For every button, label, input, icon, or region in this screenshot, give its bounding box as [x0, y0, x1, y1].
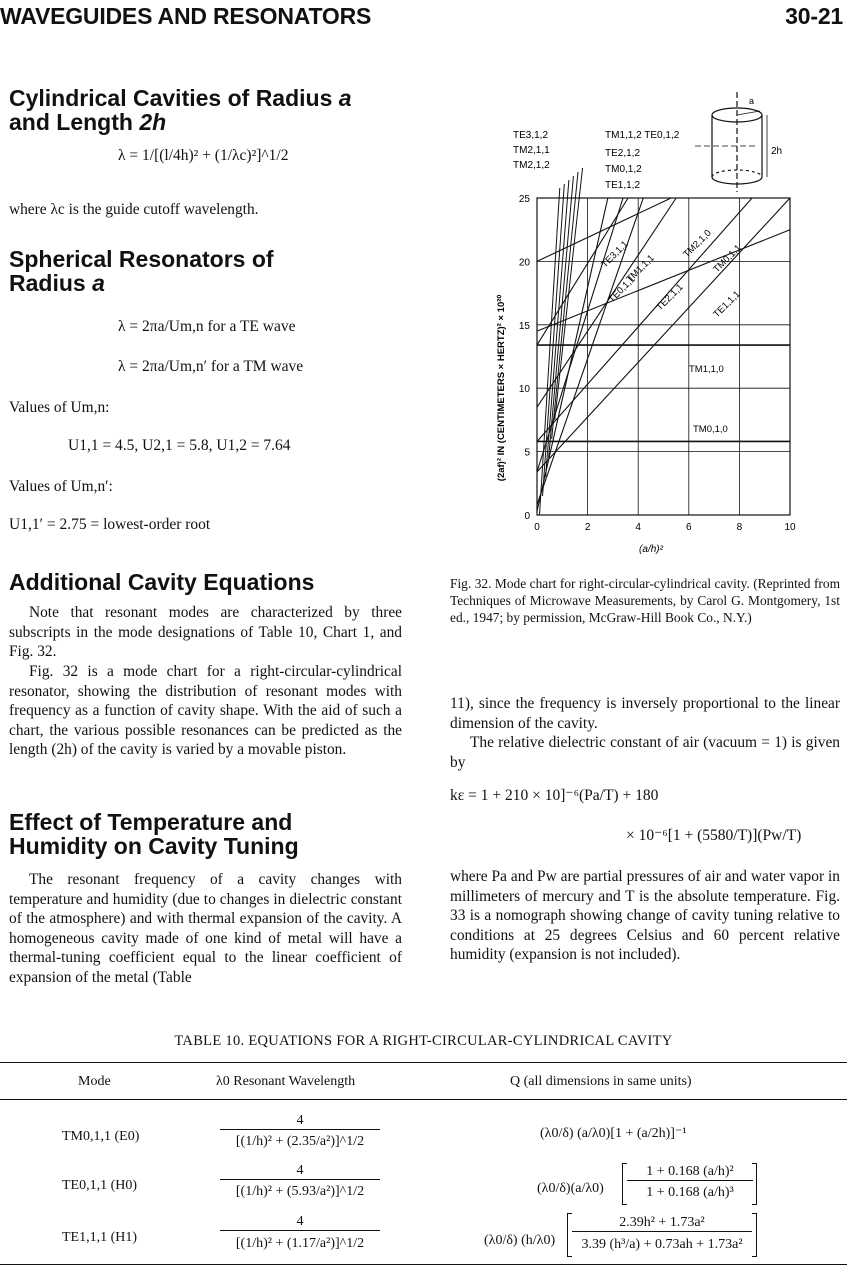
- x-axis-label: (a/h)²: [639, 544, 663, 555]
- section-title-additional: Additional Cavity Equations: [9, 569, 315, 595]
- top-mode-label: TM0,1,2: [605, 164, 642, 175]
- table-row2-mode: TE0,1,1 (H0): [62, 1178, 138, 1193]
- values-prime-label: Values of Um,n′:: [9, 478, 113, 495]
- table-title: TABLE 10. EQUATIONS FOR A RIGHT-CIRCULAR-CYLINDRICAL CAVITY: [174, 1033, 673, 1049]
- x-tick-label: 6: [686, 522, 692, 533]
- paragraph-dielectric: The relative dielectric constant of air (vacuum = 1) is given by: [450, 734, 840, 771]
- y-axis-label: (2af)² IN (CENTIMETERS × HERTZ)² × 10²⁰: [496, 294, 507, 482]
- inner-mode-label: TM0,1,1: [711, 242, 744, 276]
- table-row3-bracket-right: [752, 1213, 757, 1257]
- top-mode-label: TM1,1,2 TE0,1,2: [605, 130, 680, 141]
- table-row3-q-prefix: (λ0/δ) (h/λ0): [484, 1233, 556, 1248]
- x-tick-label: 10: [784, 522, 796, 533]
- table-header-mode: Mode: [78, 1074, 111, 1089]
- table-row3-mode: TE1,1,1 (H1): [62, 1230, 138, 1245]
- mode-line: [537, 198, 631, 345]
- x-tick-label: 0: [534, 522, 540, 533]
- paragraph-where-cutoff: where λc is the guide cutoff wavelength.: [9, 201, 259, 218]
- equation-tm-wave: λ = 2πa/Um,n′ for a TM wave: [118, 358, 304, 375]
- table-rule-top: [0, 1062, 847, 1063]
- running-header-title: WAVEGUIDES AND RESONATORS: [0, 3, 372, 29]
- equation-cylindrical: λ = 1/[(l/4h)² + (1/λc)²]^1/2: [118, 147, 289, 164]
- mode-chart-figure: [455, 78, 845, 558]
- mode-line-steep: [540, 188, 560, 515]
- equation-dielectric-line2: × 10⁻⁶[1 + (5580/T)](Pw/T): [626, 827, 802, 844]
- table-row1-q: (λ0/δ) (a/λ0)[1 + (a/2h)]⁻¹: [540, 1126, 687, 1141]
- top-mode-label: TE3,1,2: [513, 130, 549, 141]
- y-tick-label: 25: [518, 194, 530, 205]
- table-row2-q-prefix: (λ0/δ)(a/λ0): [537, 1181, 604, 1196]
- x-tick-label: 2: [584, 522, 591, 533]
- figure-caption: Fig. 32. Mode chart for right-circular-cylindrical cavity. (Reprinted from Techniques of Microwave Measurements, by Carol G. Montgomery, 1st ed., 1947; by permission, McGraw-Hill Book Co., N.Y.): [450, 576, 840, 625]
- mode-line: [537, 198, 623, 472]
- paragraph-modes-note: Note that resonant modes are characterized by three subscripts in the mode designations of Table 10, Chart 1, and Fig. 32.: [9, 604, 402, 660]
- mode-line: [537, 198, 752, 441]
- table-rule-mid: [0, 1099, 847, 1100]
- paragraph-mode-chart: Fig. 32 is a mode chart for a right-circular-cylindrical resonator, showing the distribution of resonant modes with frequency as a function of cavity shape. With the aid of such a chart, the various possible resonances can be predicted as the length (2h) of the cavity is varied by a movable piston.: [9, 663, 402, 758]
- table-row3-q-num: 2.39h² + 1.73a²: [572, 1215, 752, 1232]
- table-header-wavelength: λ0 Resonant Wavelength: [216, 1074, 356, 1089]
- table-row3-num: 4: [220, 1214, 380, 1231]
- y-tick-label: 0: [524, 511, 530, 522]
- table-row1-den: [(1/h)² + (2.35/a²)]^1/2: [235, 1134, 365, 1149]
- paragraph-continued: 11), since the frequency is inversely proportional to the linear dimension of the cavity.: [450, 695, 840, 732]
- mode-line-steep: [549, 176, 574, 458]
- table-row1-mode: TM0,1,1 (E0): [62, 1129, 140, 1144]
- page-number: 30-21: [785, 3, 843, 29]
- equation-dielectric-line1: kε = 1 + 210 × 10]⁻⁶(Pa/T) + 180: [450, 787, 659, 804]
- table-row3-q-den: 3.39 (h³/a) + 0.73ah + 1.73a²: [581, 1237, 743, 1252]
- table-header-q: Q (all dimensions in same units): [510, 1074, 692, 1089]
- section-title-spherical: Spherical Resonators of Radius a: [9, 246, 274, 296]
- inner-mode-label: TE1,1,1: [711, 288, 743, 321]
- dim-2h-label: 2h: [771, 146, 783, 157]
- table-row2-q-num: 1 + 0.168 (a/h)²: [627, 1164, 753, 1181]
- inner-mode-label: TE0,1,1: [606, 273, 638, 306]
- paragraph-temperature: The resonant frequency of a cavity changes with temperature and humidity (due to changes in dielectric constant of the atmosphere) and with thermal expansion of the cavity. A homogeneous cavity made of one kind of metal will have a thermal-tuning coefficient equal to the linear coefficient of expansion of the metal (Table: [9, 871, 402, 986]
- cavity-diagram: [695, 92, 767, 192]
- values-equation: U1,1 = 4.5, U2,1 = 5.8, U1,2 = 7.64: [68, 437, 291, 454]
- dim-a-label: a: [749, 96, 755, 106]
- top-mode-label: TE2,1,2: [605, 148, 641, 159]
- x-tick-label: 4: [635, 522, 641, 533]
- x-tick-label: 8: [736, 522, 743, 533]
- plot-frame: [537, 198, 790, 515]
- values-label: Values of Um,n:: [9, 399, 110, 416]
- table-row1-num: 4: [220, 1113, 380, 1130]
- mode-line: [537, 227, 790, 331]
- values-prime-equation: U1,1′ = 2.75 = lowest-order root: [9, 516, 211, 533]
- table-rule-bottom: [0, 1264, 847, 1265]
- inner-mode-label: TE2,1,1: [654, 281, 686, 314]
- y-tick-label: 20: [518, 257, 530, 269]
- top-mode-label: TE1,1,2: [605, 180, 641, 191]
- top-mode-label: TM2,1,2: [513, 160, 550, 171]
- inner-mode-label: TM0,1,0: [693, 424, 728, 435]
- table-row2-den: [(1/h)² + (5.93/a²)]^1/2: [235, 1184, 365, 1199]
- paragraph-pressures: where Pa and Pw are partial pressures of air and water vapor in millimeters of mercury and T is the absolute temperature. Fig. 33 is a nomograph showing change of cavity tuning relative to conditions at 25 degrees Celsius and 60 percent relative humidity (expansion is not included).: [450, 868, 840, 963]
- section-title-cylindrical: Cylindrical Cavities of Radius a and Length 2h: [9, 85, 352, 135]
- equation-te-wave: λ = 2πa/Um,n for a TE wave: [118, 318, 296, 335]
- table-row2-num: 4: [220, 1163, 380, 1180]
- y-tick-label: 15: [518, 320, 530, 332]
- inner-mode-label: TM2,1,0: [681, 227, 714, 261]
- y-tick-label: 10: [518, 384, 530, 396]
- top-mode-label: TM2,1,1: [513, 145, 550, 156]
- inner-mode-label: TE3,1,1: [599, 238, 631, 271]
- section-title-temperature: Effect of Temperature and Humidity on Cavity Tuning: [9, 809, 299, 859]
- table-row3-den: [(1/h)² + (1.17/a²)]^1/2: [235, 1236, 365, 1251]
- table-row2-bracket-left: [622, 1163, 627, 1205]
- table-row3-bracket-left: [567, 1213, 572, 1257]
- inner-mode-label: TM1,1,0: [689, 364, 724, 375]
- table-row2-q-den: 1 + 0.168 (a/h)³: [646, 1185, 734, 1200]
- inner-mode-label: TM1,1,1: [624, 252, 657, 286]
- table-row2-bracket-right: [752, 1163, 757, 1205]
- y-tick-label: 5: [524, 447, 530, 459]
